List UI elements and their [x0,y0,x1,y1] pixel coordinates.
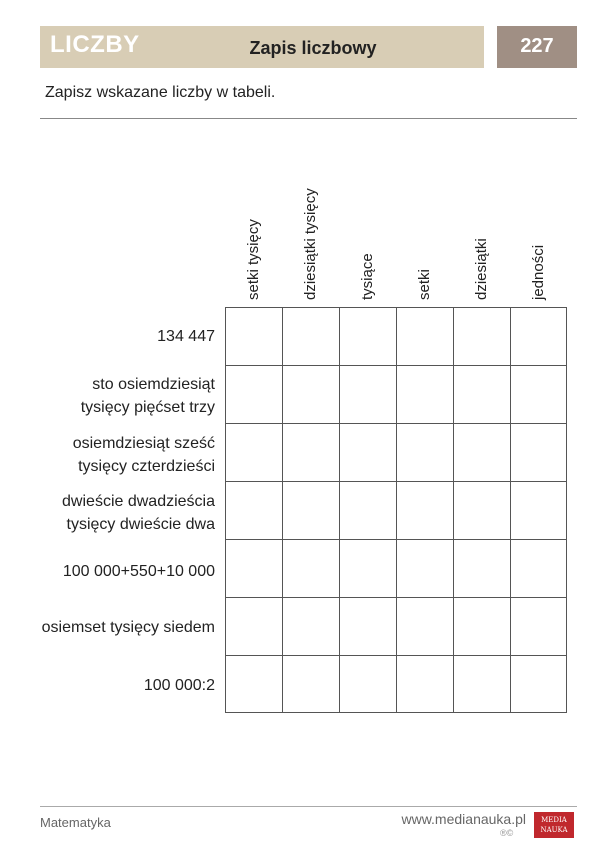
row-label: dwieście dwadzieścia tysięcy dwieście dwa [62,493,215,533]
page-title: Zapis liczbowy [249,38,377,58]
row-label: 134 447 [157,328,215,345]
row-label: osiemset tysięcy siedem [41,619,215,636]
row-label: 100 000+550+10 000 [62,563,215,580]
row-label: 100 000:2 [143,677,215,694]
instruction-text: Zapisz wskazane liczby w tabeli. [45,84,276,101]
footer-divider [40,806,577,807]
row-label: osiemdziesiąt sześć tysięcy czterdzieści [72,435,215,475]
publisher-logo: MEDIA NAUKA [534,812,574,838]
footer-url[interactable]: www.medianauka.pl [401,811,526,827]
divider [40,118,577,119]
page-number: 227 [520,35,554,57]
answer-grid[interactable] [225,307,567,713]
row-label: sto osiemdziesiąt tysięcy pięćset trzy [80,376,215,416]
footer-subject: Matematyka [40,815,111,830]
category-label: LICZBY [50,31,140,58]
footer-copyright: ®© [500,828,514,838]
